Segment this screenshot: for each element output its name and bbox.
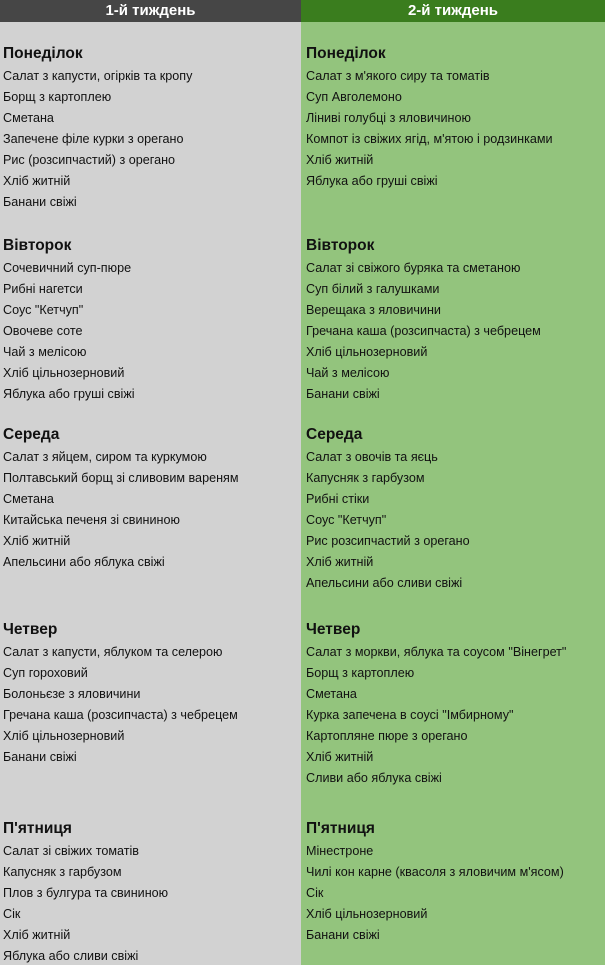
dish-item: Сметана <box>3 111 54 125</box>
dish-item: Салат з овочів та яєць <box>306 450 438 464</box>
dish-item: Апельсини або сливи свіжі <box>306 576 463 590</box>
dish-item: Суп гороховий <box>3 666 88 680</box>
day-title: Четвер <box>3 621 58 638</box>
dish-item: Курка запечена в соусі "Імбирному" <box>306 708 514 722</box>
dish-item: Борщ з картоплею <box>3 90 112 104</box>
dish-item: Суп Авголемоно <box>306 90 402 104</box>
day-block <box>0 817 301 965</box>
day-title: Понеділок <box>306 45 386 62</box>
dish-item: Рибні нагетси <box>3 282 83 296</box>
dish-item: Салат зі свіжих томатів <box>3 844 139 858</box>
dish-item: Рибні стіки <box>306 492 370 506</box>
dish-item: Хліб житній <box>306 153 374 167</box>
dish-item: Полтавський борщ зі сливовим вареням <box>3 471 239 485</box>
dish-item: Хліб житній <box>306 750 374 764</box>
dish-item: Капусняк з гарбузом <box>306 471 425 485</box>
day-title: Понеділок <box>3 45 83 62</box>
dish-item: Гречана каша (розсипчаста) з чебрецем <box>306 324 541 338</box>
dish-item: Верещака з яловичини <box>306 303 441 317</box>
dish-item: Салат з яйцем, сиром та куркумою <box>3 450 207 464</box>
day-title: П'ятниця <box>3 820 72 837</box>
dish-item: Салат зі свіжого буряка та сметаною <box>306 261 521 275</box>
day-block <box>0 234 301 405</box>
week-1-column <box>0 0 301 965</box>
dish-item: Банани свіжі <box>3 195 77 209</box>
day-block <box>301 618 605 789</box>
dish-item: Мінестроне <box>306 844 374 858</box>
dish-item: Салат з капусти, яблуком та селерою <box>3 645 223 659</box>
day-title: Середа <box>306 426 363 443</box>
dish-item: Рис (розсипчастий) з орегано <box>3 153 176 167</box>
day-title: П'ятниця <box>306 820 375 837</box>
dish-item: Рис розсипчастий з орегано <box>306 534 470 548</box>
dish-item: Овочеве соте <box>3 324 83 338</box>
dish-item: Соус "Кетчуп" <box>3 303 84 317</box>
dish-item: Запечене філе курки з орегано <box>3 132 184 146</box>
day-title: Середа <box>3 426 60 443</box>
dish-item: Капусняк з гарбузом <box>3 865 122 879</box>
dish-item: Яблука або сливи свіжі <box>3 949 139 963</box>
week-2-header: 2-й тиждень <box>301 0 605 22</box>
dish-item: Салат з капусти, огірків та кропу <box>3 69 193 83</box>
day-block <box>301 234 605 405</box>
dish-item: Хліб житній <box>3 534 71 548</box>
dish-item: Банани свіжі <box>306 928 380 942</box>
dish-item: Китайська печеня зі свининою <box>3 513 180 527</box>
dish-item: Салат з моркви, яблука та соусом "Вінегрет" <box>306 645 567 659</box>
dish-item: Салат з м'якого сиру та томатів <box>306 69 490 83</box>
day-block <box>0 423 301 573</box>
dish-item: Чай з мелісою <box>306 366 390 380</box>
dish-item: Хліб житній <box>3 928 71 942</box>
day-block <box>0 42 301 213</box>
dish-item: Хліб цільнозерновий <box>306 907 428 921</box>
dish-item: Апельсини або яблука свіжі <box>3 555 165 569</box>
dish-item: Сметана <box>306 687 357 701</box>
day-title: Вівторок <box>3 237 72 254</box>
day-title: Четвер <box>306 621 361 638</box>
dish-item: Банани свіжі <box>3 750 77 764</box>
dish-item: Банани свіжі <box>306 387 380 401</box>
day-block <box>0 618 301 768</box>
dish-item: Сливи або яблука свіжі <box>306 771 442 785</box>
dish-item: Ліниві голубці з яловичиною <box>306 111 471 125</box>
dish-item: Сметана <box>3 492 54 506</box>
dish-item: Плов з булгура та свининою <box>3 886 169 900</box>
day-block <box>301 423 605 594</box>
dish-item: Сік <box>3 907 21 921</box>
dish-item: Суп білий з галушками <box>306 282 440 296</box>
dish-item: Болоньєзе з яловичини <box>3 687 141 701</box>
dish-item: Картопляне пюре з орегано <box>306 729 468 743</box>
dish-item: Хліб житній <box>3 174 71 188</box>
dish-item: Гречана каша (розсипчаста) з чебрецем <box>3 708 238 722</box>
dish-item: Яблука або груші свіжі <box>306 174 438 188</box>
dish-item: Сік <box>306 886 324 900</box>
dish-item: Борщ з картоплею <box>306 666 415 680</box>
dish-item: Яблука або груші свіжі <box>3 387 135 401</box>
week-1-header: 1-й тиждень <box>0 0 301 22</box>
dish-item: Хліб цільнозерновий <box>3 729 125 743</box>
dish-item: Чилі кон карне (квасоля з яловичим м'ясом) <box>306 865 564 879</box>
day-block <box>301 42 605 192</box>
dish-item: Соус "Кетчуп" <box>306 513 387 527</box>
day-title: Вівторок <box>306 237 375 254</box>
week-2-column <box>301 0 605 965</box>
dish-item: Компот із свіжих ягід, м'ятою і родзинками <box>306 132 553 146</box>
dish-item: Сочевичний суп-пюре <box>3 261 132 275</box>
dish-item: Хліб цільнозерновий <box>3 366 125 380</box>
dish-item: Хліб житній <box>306 555 374 569</box>
dish-item: Чай з мелісою <box>3 345 87 359</box>
day-block <box>301 817 605 946</box>
dish-item: Хліб цільнозерновий <box>306 345 428 359</box>
